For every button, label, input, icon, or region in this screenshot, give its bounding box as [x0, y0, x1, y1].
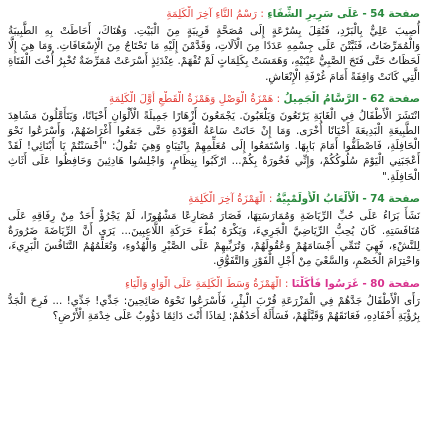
section-body: أُصِيبَ عَلِيٌّ بِالْبَرْدِ، فَنُقِلَ بِسُرْعَةٍ إِلَى مُصَحَّةٍ قَرِيبَةٍ مِنَ الْبَيْتِ. وَهُنَاكَ، أَحَاطَتْ بِهِ الطَّبِيبَةُ وَالْمُمَرِّضَاتُ، فَثَبَّتْنَ عَلَى جِسْمِهِ عَدَدًا مِنَ الْآلَاتِ، وَقَدَّمْنَ إِلَيْهِ مَا تَحْتَاجُ مِنَ الْإِسْعَافَاتِ. وَمَا هِيَ إِلَّا لَحَظَاتٌ حَتَّى فَتَحَ الصَّبِيُّ عَيْنَيْهِ، وَهَمَسَتْ بِكَلِمَاتٍ لَمْ تُفْهَمْ. عِنْدَئِذٍ أَسْرَعَتْ مُمَرِّضَةٌ تُخْبِرُ أُخْتَ الْفَتَاةِ الَّتِي كَانَتْ وَاقِفَةً أَمَامَ غُرْفَةِ الْإِنْعَاشِ.: [8, 25, 420, 83]
section-body: انْتَشَرَ الْأَطْفَالُ فِي الْغَابَةِ يَرْتَعُونَ وَيَلْعَبُونَ. يَجْمَعُونَ أَزْهَارًا جَمِيلَةً الْأَلْوَانِ أَحْيَانًا، وَيَتَأَمَّلُونَ مَشَاهِدَ الطَّبِيعَةِ الْبَدِيعَةَ أَحْيَانًا أُخْرَى. وَمَا إِنْ حَانَتْ سَاعَةُ الْعَوْدَةِ حَتَّى جَمَعُوا أَغْرَاضَهُمْ، وَأَسْرَعُوا نَحْوَ الْحَافِلَةِ، فَاصْطَفُّوا أَمَامَ بَابِهَا. وَاسْتَمَعُوا إِلَى مُعَلِّمِهِمْ بِانْتِبَاهٍ وَهِيَ تَقُولُ: "أَحْسَنْتُمْ يَا أَبْنَائِي! لَقَدْ أَعْجَبَنِي الْيَوْمَ سُلُوكُكُمْ، وَإِنِّي فَخُورَةٌ بِكُمْ... ارْكَبُوا بِنِظَامٍ، وَاجْلِسُوا هَادِئِينَ وَحَافِظُوا عَلَى أَثَاثِ الْحَافِلَةِ.": [8, 109, 420, 183]
section-page-62: [8, 91, 420, 185]
section-subtitle: رَسْمُ التَّاءِ آخِرَ الْكَلِمَةِ: [166, 8, 257, 20]
section-title: غَرَسُوا فَأَكَلْنَا: [291, 277, 360, 290]
section-body: نَشَأَ بَرَاءُ عَلَى حُبِّ الرِّيَاضَةِ وَمُمَارَسَتِهَا، فَصَارَ مُصَارِعًا مَشْهُورًا، لَمْ يَجْرُؤْ أَحَدٌ مِنْ رِفَاقِهِ عَلَى مُنَافَسَتِهِ. كَانَ يُحِبُّ الرِّيَاضِيَّ الْجَرِيءَ، وَيَكْرَهُ بُطْءَ حَرَكَةِ اللَّاعِبِينَ... يَرَى أَنَّ الرِّيَاضَةَ ضَرُورَةٌ لِلنَّشْءِ، فَهِيَ تُنَمِّي أَجْسَامَهُمْ وَعُقُولَهُمْ، وَتُرَبِّيهِمْ عَلَى الصَّبْرِ وَالْهُدُوءِ، وَتُعَلِّمُهُمُ التَّنَافُسَ الْبَرِيءَ، وَاحْتِرَامَ الْخَصْمِ، وَالسَّعْيَ مِنْ أَجْلِ الْفَوْزِ وَالتَّفَوُّقِ.: [8, 209, 420, 268]
separator: -: [362, 192, 367, 205]
separator: -: [362, 8, 367, 20]
page-label: صفحة 80: [370, 277, 420, 290]
page-label: صفحة 54: [370, 8, 420, 20]
section-body: رَأَى الْأَطْفَالُ جَدَّهُمْ فِي الْمَزْرَعَةِ قُرْبَ الْبِئْرِ، فَأَسْرَعُوا نَحْوَهُ صَائِحِينَ: جَدِّي! جَدِّي! ... فَرِحَ الْجَدُّ بِرُؤْيَةِ أَحْفَادِهِ، فَعَانَقَهُمْ وَقَبَّلَهُمْ، فَسَأَلَهُ أَحَدُهُمْ: لِمَاذَا أَنْتَ دَائِمًا دَؤُوبٌ عَلَى خِدْمَةِ الْأَرْضِ؟: [8, 294, 420, 322]
section-heading: [8, 6, 420, 23]
section-subtitle: الْهَمْزَةُ آخِرَ الْكَلِمَةِ: [188, 192, 266, 205]
colon: :: [284, 277, 289, 290]
section-subtitle: الْهَمْزَةُ وَسَطَ الْكَلِمَةِ عَلَى الْوَاوِ وَالْيَاءِ: [125, 277, 282, 290]
section-title: الْأَلْعَابُ الْأُولَمْبِيَّةُ: [275, 192, 360, 205]
section-heading: [8, 276, 420, 293]
section-page-80: [8, 276, 420, 324]
section-heading: [8, 91, 420, 108]
colon: :: [276, 92, 281, 105]
page-label: صفحة 62: [370, 92, 420, 105]
section-page-74: [8, 191, 420, 270]
section-title: الرَّسَّامُ الْجَمِيلُ: [283, 92, 360, 105]
section-subtitle: هَمْزَةُ الْوَصْلِ وَهَمْزَةُ الْقَطْعِ أَوَّلَ الْكَلِمَةِ: [108, 92, 274, 105]
separator: -: [362, 277, 367, 290]
colon: :: [260, 8, 264, 20]
section-heading: [8, 191, 420, 208]
colon: :: [268, 192, 273, 205]
section-page-54: [8, 6, 420, 85]
page-label: صفحة 74: [370, 192, 420, 205]
section-title: عَلَى سَرِيرِ الشِّفَاءِ: [267, 8, 360, 20]
separator: -: [362, 92, 367, 105]
